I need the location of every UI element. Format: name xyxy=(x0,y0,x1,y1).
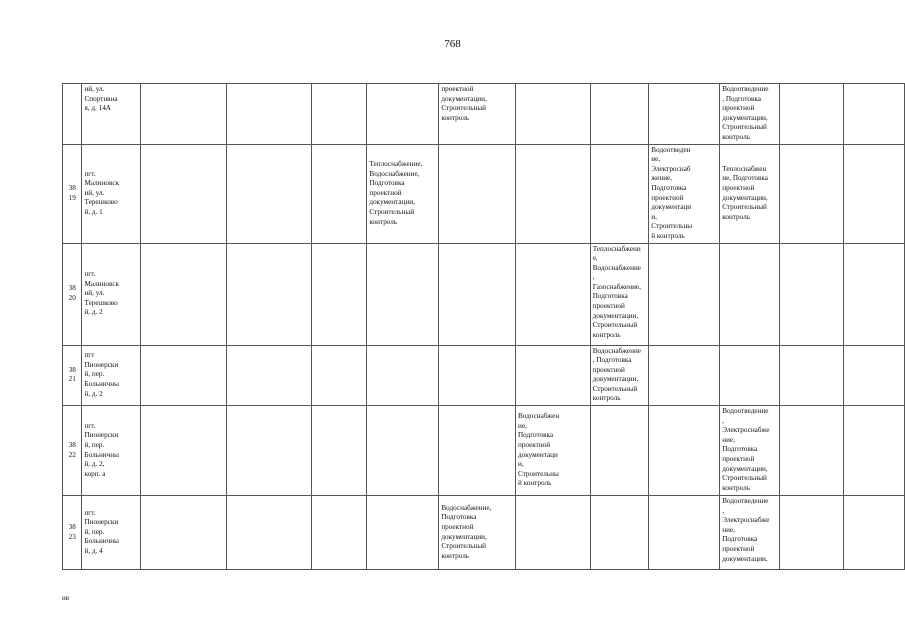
table-cell xyxy=(439,243,516,345)
table-cell xyxy=(843,406,904,496)
table-cell xyxy=(141,496,227,570)
table-row xyxy=(63,345,905,406)
table-row xyxy=(63,406,905,496)
table-cell xyxy=(367,84,439,145)
address-cell: пгт. Пионерски й, пер. Больничны й, д. 2, корп. а xyxy=(82,406,141,496)
work-schedule-table xyxy=(62,83,905,570)
row-number-cell: 38 21 xyxy=(63,345,82,406)
table-cell xyxy=(439,406,516,496)
table-cell xyxy=(590,144,649,243)
table-cell xyxy=(227,406,312,496)
table-cell xyxy=(367,496,439,570)
table-cell: проектной документации, Строительный контроль xyxy=(439,84,516,145)
table-cell xyxy=(311,144,366,243)
table-cell: Теплоснабжение, Водоснабжение, Подготовка проектной документации, Строительный контроль xyxy=(367,144,439,243)
table-cell: Водоотведение , Электроснабже ние, Подготовка проектной документации, xyxy=(720,496,780,570)
footer-mark: нв xyxy=(62,594,70,602)
table-row xyxy=(63,243,905,345)
row-number-cell: 38 23 xyxy=(63,496,82,570)
table-cell xyxy=(141,84,227,145)
table-cell xyxy=(515,496,590,570)
table-cell xyxy=(779,496,843,570)
table-cell xyxy=(227,144,312,243)
table-cell xyxy=(367,406,439,496)
table-cell xyxy=(843,144,904,243)
table-cell xyxy=(779,406,843,496)
table-cell: Теплоснабжен ие, Подготовка проектной документации, Строительный контроль xyxy=(720,144,780,243)
table-cell xyxy=(439,345,516,406)
table-cell xyxy=(141,345,227,406)
table-cell xyxy=(311,84,366,145)
table-cell xyxy=(590,84,649,145)
table-cell xyxy=(649,496,720,570)
table-cell xyxy=(843,345,904,406)
table-cell xyxy=(227,84,312,145)
table-cell xyxy=(367,345,439,406)
row-number-cell: 38 20 xyxy=(63,243,82,345)
table-cell xyxy=(843,243,904,345)
table-cell: Теплоснабжени е, Водоснабжение , Газоснабжение, Подготовка проектной документации, Строительный контроль xyxy=(590,243,649,345)
page-number: 768 xyxy=(444,38,461,50)
table-cell xyxy=(141,144,227,243)
table-cell: Водоснабжение, Подготовка проектной документации, Строительный контроль xyxy=(439,496,516,570)
table-cell xyxy=(227,345,312,406)
table-cell xyxy=(141,406,227,496)
table-cell xyxy=(649,406,720,496)
table-cell xyxy=(311,406,366,496)
table-cell: Водоотведен ие, Электроснаб жение, Подготовка проектной документаци и, Строительны й контроль xyxy=(649,144,720,243)
table-cell xyxy=(720,345,780,406)
table-cell xyxy=(590,406,649,496)
table-cell xyxy=(720,243,780,345)
table-cell xyxy=(649,243,720,345)
table-cell xyxy=(779,345,843,406)
table-cell: Водоснабжение , Подготовка проектной документации, Строительный контроль xyxy=(590,345,649,406)
table-cell xyxy=(590,496,649,570)
table-cell xyxy=(649,84,720,145)
table-cell: Водоотведение , Подготовка проектной документации, Строительный контроль xyxy=(720,84,780,145)
address-cell: пгт Пионерски й, пер. Больничны й, д. 2 xyxy=(82,345,141,406)
table-cell xyxy=(779,84,843,145)
table-cell xyxy=(649,345,720,406)
table-cell xyxy=(311,243,366,345)
table-cell xyxy=(439,144,516,243)
table-cell xyxy=(311,345,366,406)
table-cell xyxy=(515,345,590,406)
table-cell xyxy=(779,144,843,243)
table-cell xyxy=(843,496,904,570)
table-cell xyxy=(227,496,312,570)
address-cell: ий, ул. Спортивна я, д. 14А xyxy=(82,84,141,145)
table-cell xyxy=(515,144,590,243)
table-cell xyxy=(227,243,312,345)
row-number-cell: 38 19 xyxy=(63,144,82,243)
row-number-cell: 38 22 xyxy=(63,406,82,496)
row-number-cell xyxy=(63,84,82,145)
address-cell: пгт. Малиновск ий, ул. Терешково й, д. 1 xyxy=(82,144,141,243)
table-row xyxy=(63,84,905,145)
table-cell xyxy=(515,84,590,145)
address-cell: пгт. Пионерски й, пер. Больничны й, д. 4 xyxy=(82,496,141,570)
table-cell: Водоснабжен ие, Подготовка проектной документаци и, Строительны й контроль xyxy=(515,406,590,496)
table-row xyxy=(63,144,905,243)
table-cell xyxy=(843,84,904,145)
table-cell xyxy=(367,243,439,345)
table-row xyxy=(63,496,905,570)
table-cell xyxy=(141,243,227,345)
table-cell xyxy=(779,243,843,345)
table-cell xyxy=(515,243,590,345)
address-cell: пгт. Малиновск ий, ул. Терешково й, д. 2 xyxy=(82,243,141,345)
table-cell: Водоотведение , Электроснабже ние, Подготовка проектной документации, Строительный контроль xyxy=(720,406,780,496)
table-cell xyxy=(311,496,366,570)
